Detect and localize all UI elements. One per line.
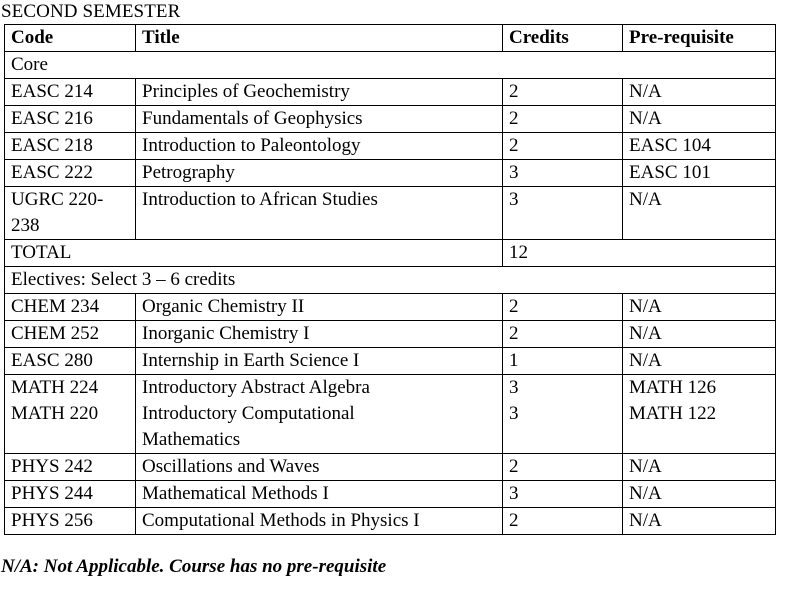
course-credits: 2 [503, 79, 623, 106]
course-code: MATH 224 [5, 375, 136, 402]
course-prerequisite: N/A [623, 106, 776, 133]
course-title: Petrography [136, 160, 503, 187]
total-row [5, 240, 776, 267]
course-code: UGRC 220-238 [5, 187, 136, 240]
course-title: Organic Chemistry II [136, 294, 503, 321]
course-credits: 3 [503, 401, 623, 454]
course-prerequisite: N/A [623, 321, 776, 348]
table-row [5, 401, 776, 454]
total-credits: 12 [503, 240, 776, 267]
section-row-core [5, 52, 776, 79]
course-credits: 3 [503, 160, 623, 187]
course-credits: 1 [503, 348, 623, 375]
table-row [5, 133, 776, 160]
course-credits: 2 [503, 294, 623, 321]
table-row [5, 348, 776, 375]
column-header-credits: Credits [503, 25, 623, 52]
course-credits: 3 [503, 375, 623, 402]
course-prerequisite: EASC 104 [623, 133, 776, 160]
course-credits: 2 [503, 321, 623, 348]
course-title: Introduction to Paleontology [136, 133, 503, 160]
course-credits: 3 [503, 187, 623, 240]
table-row [5, 321, 776, 348]
course-prerequisite: N/A [623, 187, 776, 240]
course-title: Introductory Abstract Algebra [136, 375, 503, 402]
course-title: Principles of Geochemistry [136, 79, 503, 106]
table-row [5, 375, 776, 402]
course-prerequisite: EASC 101 [623, 160, 776, 187]
course-code: EASC 280 [5, 348, 136, 375]
course-code: EASC 214 [5, 79, 136, 106]
course-prerequisite: MATH 126 [623, 375, 776, 402]
course-code: PHYS 244 [5, 481, 136, 508]
course-prerequisite: N/A [623, 79, 776, 106]
course-title: Inorganic Chemistry I [136, 321, 503, 348]
table-row [5, 481, 776, 508]
column-header-prerequisite: Pre-requisite [623, 25, 776, 52]
total-label: TOTAL [5, 240, 503, 267]
course-title: Introductory Computational Mathematics [136, 401, 503, 454]
course-title: Introduction to African Studies [136, 187, 503, 240]
footnote: N/A: Not Applicable. Course has no pre-requisite [1, 556, 387, 577]
column-header-code: Code [5, 25, 136, 52]
course-code: EASC 222 [5, 160, 136, 187]
course-credits: 3 [503, 481, 623, 508]
course-prerequisite: MATH 122 [623, 401, 776, 454]
table-row [5, 187, 776, 240]
course-prerequisite: N/A [623, 454, 776, 481]
header-row [5, 25, 776, 52]
course-credits: 2 [503, 454, 623, 481]
course-title: Fundamentals of Geophysics [136, 106, 503, 133]
section-label-electives: Electives: Select 3 – 6 credits [5, 267, 776, 294]
page-heading: SECOND SEMESTER [1, 1, 181, 22]
course-prerequisite: N/A [623, 481, 776, 508]
course-code: PHYS 256 [5, 508, 136, 535]
course-title: Computational Methods in Physics I [136, 508, 503, 535]
section-label-core: Core [5, 52, 776, 79]
course-title: Mathematical Methods I [136, 481, 503, 508]
table-row [5, 160, 776, 187]
course-table [4, 24, 776, 535]
course-title: Internship in Earth Science I [136, 348, 503, 375]
course-code: EASC 216 [5, 106, 136, 133]
table-row [5, 454, 776, 481]
table-row [5, 106, 776, 133]
course-code: CHEM 252 [5, 321, 136, 348]
section-row-electives [5, 267, 776, 294]
course-title: Oscillations and Waves [136, 454, 503, 481]
course-prerequisite: N/A [623, 348, 776, 375]
course-credits: 2 [503, 133, 623, 160]
course-code: PHYS 242 [5, 454, 136, 481]
table-row [5, 508, 776, 535]
course-code: CHEM 234 [5, 294, 136, 321]
course-prerequisite: N/A [623, 508, 776, 535]
course-prerequisite: N/A [623, 294, 776, 321]
column-header-title: Title [136, 25, 503, 52]
course-code: MATH 220 [5, 401, 136, 454]
course-credits: 2 [503, 106, 623, 133]
table-row [5, 79, 776, 106]
course-code: EASC 218 [5, 133, 136, 160]
table-row [5, 294, 776, 321]
course-credits: 2 [503, 508, 623, 535]
